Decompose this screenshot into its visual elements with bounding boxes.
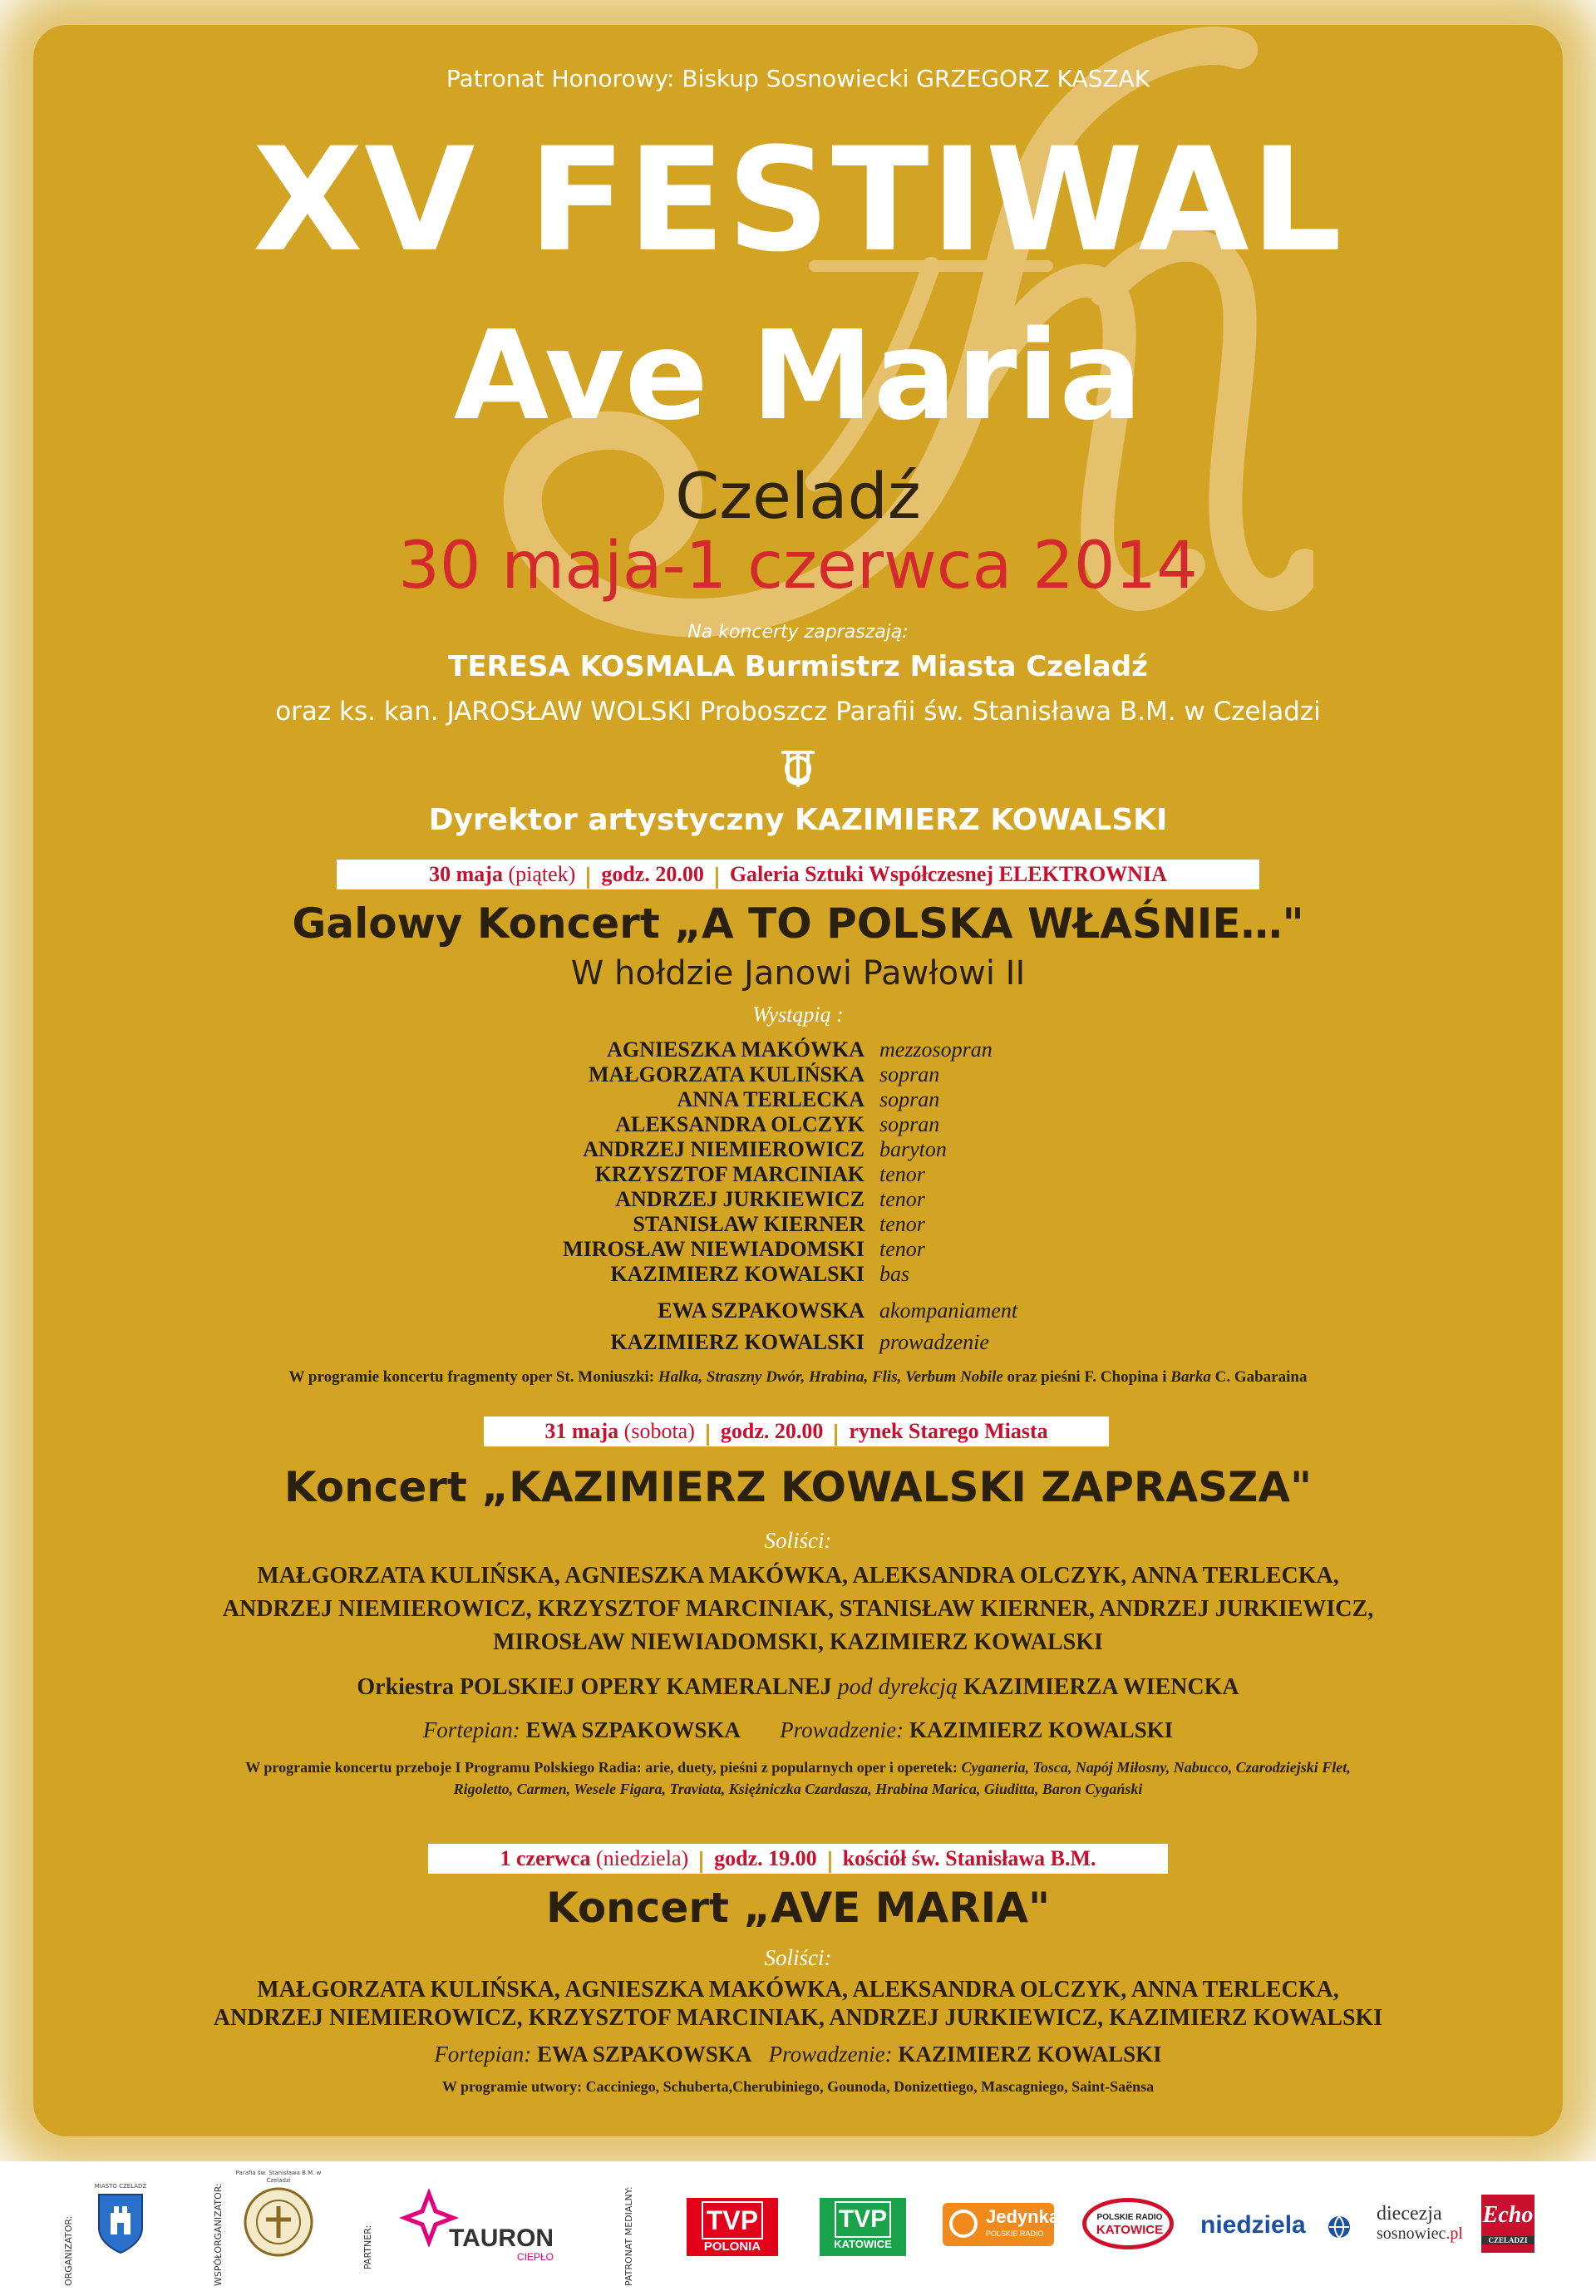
invite-label: Na koncerty zapraszają: [687, 622, 909, 643]
performer-voice: baryton [879, 1137, 947, 1161]
concert2-title: Koncert „KAZIMIERZ KOWALSKI ZAPRASZA" [283, 1463, 1313, 1511]
concert3-date: 1 czerwca (niedziela) [500, 1846, 689, 1870]
concert3-soloists-line2: ANDRZEJ NIEMIEROWICZ, KRZYSZTOF MARCINIAK, ANDRZEJ JURKIEWICZ, KAZIMIERZ KOWALSKI [213, 2005, 1383, 2031]
concert3-soloists-label: Soliści: [764, 1945, 832, 1970]
concert1-date: 30 maja (piątek) [429, 862, 576, 886]
tvp-katowice-logo: TVP KATOWICE [820, 2198, 906, 2256]
tauron-logo [396, 2185, 562, 2268]
tauron-name: TAURON [449, 2225, 554, 2252]
niedziela-globe-icon [1327, 2215, 1352, 2239]
tauron-sub: CIEPŁO [517, 2251, 554, 2263]
performer-name: KRZYSZTOF MARCINIAK [594, 1162, 864, 1186]
performer-name: ANNA TERLECKA [677, 1087, 864, 1111]
concert2-program-line1: W programie koncertu przeboje I Programu Polskiego Radia: arie, duety, pieśni z popularnych oper i operetek: Cyganeria, Tosca, Napój Miłosny, Nabucco, Czarodziejski Flet, [245, 1759, 1351, 1776]
performer-name: EWA SZPAKOWSKA [658, 1298, 864, 1323]
concert1-time: godz. 20.00 [601, 862, 704, 886]
diecezja-sosnowiec-logo: diecezja sosnowiec.pl [1377, 2203, 1463, 2243]
parish-seal-icon [241, 2185, 316, 2259]
performer-voice: tenor [879, 1212, 925, 1236]
concert2-soloists-line3: MIROSŁAW NIEWIADOMSKI, KAZIMIERZ KOWALSKI [493, 1629, 1103, 1655]
concert3-soloists-line1: MAŁGORZATA KULIŃSKA, AGNIESZKA MAKÓWKA, ALEKSANDRA OLCZYK, ANNA TERLECKA, [257, 1977, 1339, 2003]
performer-name: KAZIMIERZ KOWALSKI [610, 1330, 864, 1354]
tvp-polonia-logo: TVP POLONIA [687, 2198, 778, 2256]
concert1-performers-label: Wystąpią : [752, 1003, 844, 1027]
concert2-soloists-label: Soliści: [764, 1528, 832, 1553]
performer-voice: sopran [879, 1112, 940, 1136]
concert3-credits: Fortepian: EWA SZPAKOWSKA Prowadzenie: KAZIMIERZ KOWALSKI [434, 2042, 1162, 2067]
concert3-time: godz. 19.00 [714, 1846, 817, 1870]
concert2-soloists-line2: ANDRZEJ NIEMIEROWICZ, KRZYSZTOF MARCINIAK, STANISŁAW KIERNER, ANDRZEJ JURKIEWICZ, [222, 1596, 1374, 1622]
coorganizer-logo: Parafia św. Stanisława B.M. w Czeladzi [233, 2170, 324, 2263]
organizer-label: ORGANIZATOR: [63, 2215, 74, 2286]
polskie-radio-katowice-logo: POLSKIE RADIO KATOWICE [1079, 2198, 1180, 2253]
performer-name: KAZIMIERZ KOWALSKI [610, 1262, 864, 1286]
concert1-datebar [337, 860, 1259, 889]
performer-voice: tenor [879, 1187, 925, 1211]
performer-voice: tenor [879, 1162, 925, 1186]
jedynka-logo: Jedynka POLSKIE RADIO [943, 2203, 1054, 2246]
concert1-program: W programie koncertu fragmenty oper St. Moniuszki: Halka, Straszny Dwór, Hrabina, Flis, Verbum Nobile oraz pieśni F. Chopina i Barka C. Gabaraina [288, 1368, 1308, 1386]
performer-voice: sopran [879, 1062, 940, 1086]
concert2-time: godz. 20.00 [720, 1419, 824, 1443]
performer-voice: sopran [879, 1087, 940, 1111]
performer-name: ANDRZEJ NIEMIEROWICZ [583, 1137, 864, 1161]
concert2-orchestra: Orkiestra POLSKIEJ OPERY KAMERALNEJ pod dyrekcją KAZIMIERZA WIENCKA [357, 1674, 1239, 1700]
organizer-logo: MIASTO CZELADŹ [83, 2183, 158, 2259]
concert1-subtitle: W hołdzie Janowi Pawłowi II [570, 954, 1026, 993]
coorganizer-label: WSPÓŁORGANIZATOR: [213, 2183, 224, 2286]
performer-name: AGNIESZKA MAKÓWKA [607, 1037, 864, 1062]
media-patron-label: PATRONAT MEDIALNY: [623, 2186, 634, 2286]
czeladz-coat-of-arms-icon [96, 2190, 145, 2256]
patronat-line: Patronat Honorowy: Biskup Sosnowiecki GRZEGORZ KASZAK [446, 65, 1150, 92]
festival-title-line1: XV FESTIWAL [252, 116, 1344, 283]
concert3-title: Koncert „AVE MARIA" [545, 1884, 1051, 1932]
performer-voice: akompaniament [879, 1298, 1018, 1323]
concert2-date: 31 maja (sobota) [544, 1419, 695, 1443]
concert2-program-line2: Rigoletto, Carmen, Wesele Figara, Traviata, Księżniczka Czardasza, Hrabina Marica, Giuditta, Baron Cygański [453, 1781, 1143, 1797]
niedziela-logo: niedziela [1200, 2211, 1306, 2239]
performer-voice: prowadzenie [879, 1330, 989, 1354]
city-name: Czeladź [675, 459, 921, 533]
concert2-datebar [484, 1417, 1109, 1446]
performer-name: ALEKSANDRA OLCZYK [615, 1112, 864, 1136]
festival-title-line2: Ave Maria [453, 304, 1143, 447]
performer-name: MIROSŁAW NIEWIADOMSKI [563, 1237, 864, 1261]
performer-voice: bas [879, 1262, 910, 1286]
concert2-credits: Fortepian: EWA SZPAKOWSKA Prowadzenie: KAZIMIERZ KOWALSKI [422, 1717, 1174, 1742]
jedynka-circle-icon [949, 2210, 978, 2238]
concert3-program: W programie utwory: Cacciniego, Schuberta,Cherubiniego, Gounoda, Donizettiego, Mascagniego, Saint-Saënsa [441, 2078, 1155, 2095]
sponsor-footer [0, 2161, 1596, 2296]
concert2-venue: rynek Starego Miasta [849, 1419, 1048, 1443]
performer-name: MAŁGORZATA KULIŃSKA [588, 1062, 864, 1086]
artistic-director: Dyrektor artystyczny KAZIMIERZ KOWALSKI [428, 803, 1168, 837]
concert2-soloists-line1: MAŁGORZATA KULIŃSKA, AGNIESZKA MAKÓWKA, ALEKSANDRA OLCZYK, ANNA TERLECKA, [257, 1563, 1339, 1589]
echo-czeladzi-logo: Echo CZELADZI [1481, 2195, 1534, 2253]
festival-dates: 30 maja-1 czerwca 2014 [398, 529, 1198, 604]
festival-emblem-icon [776, 744, 820, 791]
performer-name: STANISŁAW KIERNER [633, 1212, 864, 1236]
concert1-title: Galowy Koncert „A TO POLSKA WŁAŚNIE…" [292, 899, 1304, 948]
performer-name: ANDRZEJ JURKIEWICZ [615, 1187, 864, 1211]
concert3-venue: kościół św. Stanisława B.M. [842, 1846, 1096, 1870]
concert1-venue: Galeria Sztuki Współczesnej ELEKTROWNIA [729, 862, 1167, 886]
invite-mayor: TERESA KOSMALA Burmistrz Miasta Czeladź [448, 650, 1148, 683]
concert3-datebar [428, 1844, 1168, 1874]
performer-voice: tenor [879, 1237, 925, 1261]
partner-label: PARTNER: [362, 2225, 373, 2269]
performer-voice: mezzosopran [879, 1037, 993, 1062]
invite-priest: oraz ks. kan. JAROSŁAW WOLSKI Proboszcz Parafii św. Stanisława B.M. w Czeladzi [275, 697, 1321, 727]
